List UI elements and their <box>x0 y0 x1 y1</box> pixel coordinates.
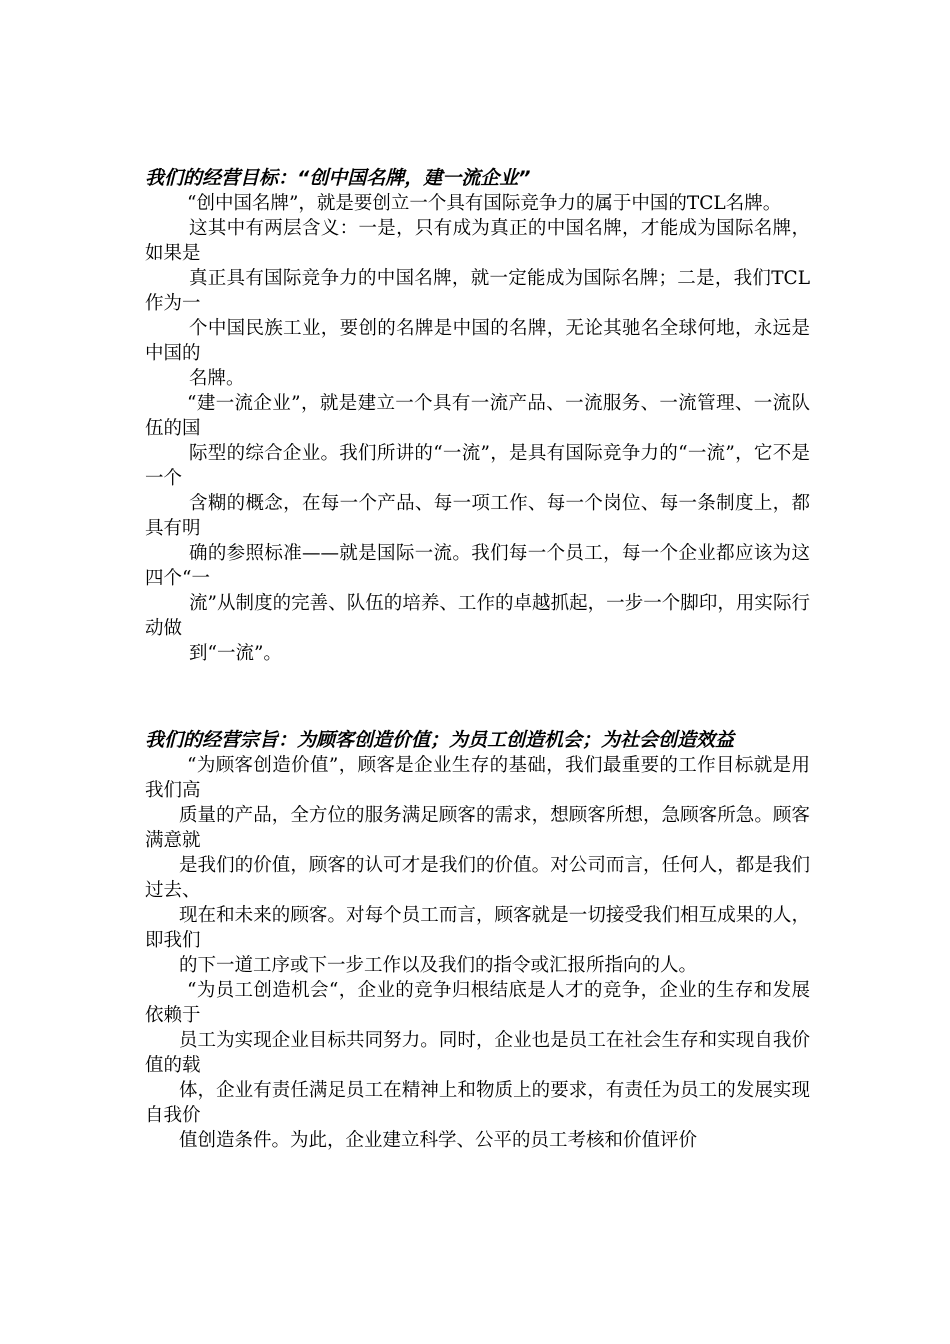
section-business-goal <box>145 166 810 666</box>
section-heading: 我们的经营目标：“创中国名牌，建一流企业” <box>145 167 531 189</box>
paragraph: 个中国民族工业，要创的名牌是中国的名牌，无论其驰名全球何地，永远是中国的 <box>145 318 810 364</box>
paragraph: 是我们的价值，顾客的认可才是我们的价值。对公司而言，任何人，都是我们过去、 <box>145 855 810 901</box>
paragraph: 的下一道工序或下一步工作以及我们的指令或汇报所指向的人。 <box>179 955 698 976</box>
paragraph: 员工为实现企业目标共同努力。同时，企业也是员工在社会生存和实现自我价值的载 <box>145 1030 810 1076</box>
section-heading: 我们的经营宗旨：为顾客创造价值；为员工创造机会；为社会创造效益 <box>145 729 735 751</box>
paragraph: 质量的产品，全方位的服务满足顾客的需求，想顾客所想，急顾客所急。顾客满意就 <box>145 805 810 851</box>
paragraph: 体，企业有责任满足员工在精神上和物质上的要求，有责任为员工的发展实现自我价 <box>145 1080 810 1126</box>
section-business-purpose <box>145 728 810 1153</box>
paragraph: 值创造条件。为此，企业建立科学、公平的员工考核和价值评价 <box>179 1130 698 1151</box>
paragraph: 际型的综合企业。我们所讲的“一流”，是具有国际竞争力的“一流”，它不是一个 <box>145 443 810 489</box>
paragraph: 名牌。 <box>189 368 245 389</box>
paragraph: “为顾客创造价值”，顾客是企业生存的基础，我们最重要的工作目标就是用我们高 <box>145 755 810 801</box>
paragraph: “为员工创造机会“，企业的竞争归根结底是人才的竞争，企业的生存和发展依赖于 <box>145 980 810 1026</box>
document-body <box>145 166 810 1153</box>
paragraph: “建一流企业”，就是建立一个具有一流产品、一流服务、一流管理、一流队伍的国 <box>145 393 810 439</box>
paragraph: 这其中有两层含义：一是，只有成为真正的中国名牌，才能成为国际名牌，如果是 <box>145 218 810 264</box>
paragraph: 确的参照标准——就是国际一流。我们每一个员工，每一个企业都应该为这四个“一 <box>145 543 810 589</box>
paragraph: 真正具有国际竞争力的中国名牌，就一定能成为国际名牌；二是，我们TCL作为一 <box>145 268 810 314</box>
paragraph: 含糊的概念，在每一个产品、每一项工作、每一个岗位、每一条制度上，都具有明 <box>145 493 810 539</box>
paragraph: 流”从制度的完善、队伍的培养、工作的卓越抓起，一步一个脚印，用实际行动做 <box>145 593 810 639</box>
paragraph: 现在和未来的顾客。对每个员工而言，顾客就是一切接受我们相互成果的人，即我们 <box>145 905 810 951</box>
paragraph: 到“一流”。 <box>189 643 282 664</box>
paragraph: “创中国名牌”，就是要创立一个具有国际竞争力的属于中国的TCL名牌。 <box>187 193 782 214</box>
